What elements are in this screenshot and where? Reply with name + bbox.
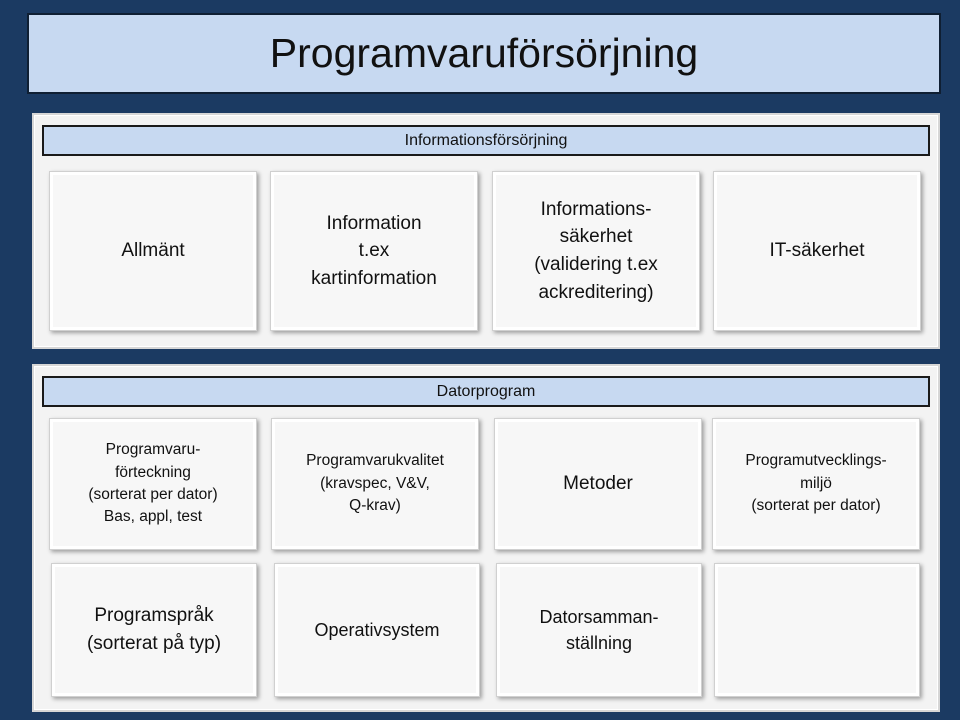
- cell-datorsammanstallning-label: Datorsamman- ställning: [539, 606, 659, 653]
- page-title: Programvaruförsörjning: [27, 13, 941, 94]
- cell-programsprak: [51, 563, 257, 697]
- cell-allmant-label: Allmänt: [121, 240, 185, 262]
- cell-empty: [714, 563, 920, 697]
- cell-programvaruforteckning-label: Programvaru- förteckning (sorterat per dator) Bas, appl, test: [88, 441, 218, 526]
- datorprogram-panel: [32, 364, 940, 712]
- cell-it-sakerhet: [713, 171, 921, 331]
- cell-metoder: [494, 418, 702, 550]
- datorprogram-header: Datorprogram: [42, 376, 930, 407]
- cell-informationssakerhet-label: Informations- säkerhet (validering t.ex ackreditering): [534, 198, 658, 303]
- cell-metoder-label: Metoder: [563, 473, 633, 495]
- cell-operativsystem-label: Operativsystem: [314, 619, 440, 640]
- cell-operativsystem: [274, 563, 480, 697]
- cell-programutvecklingsmiljo: [712, 418, 920, 550]
- cell-it-sakerhet-label: IT-säkerhet: [769, 240, 865, 262]
- informationsforsorjning-header: Informationsförsörjning: [42, 125, 930, 156]
- cell-information: [270, 171, 478, 331]
- cell-informationssakerhet: [492, 171, 700, 331]
- cell-datorsammanstallning: [496, 563, 702, 697]
- cell-information-label: Information t.ex kartinformation: [311, 212, 437, 289]
- cell-programsprak-label: Programspråk (sorterat på typ): [86, 605, 222, 654]
- informationsforsorjning-panel: [32, 113, 940, 349]
- cell-programvaruforteckning: [49, 418, 257, 550]
- cell-programutvecklingsmiljo-label: Programutvecklings- miljö (sorterat per dator): [745, 452, 887, 515]
- cell-programvarukvalitet: [271, 418, 479, 550]
- cell-allmant: [49, 171, 257, 331]
- cell-programvarukvalitet-label: Programvarukvalitet (kravspec, V&V, Q-krav): [306, 452, 444, 515]
